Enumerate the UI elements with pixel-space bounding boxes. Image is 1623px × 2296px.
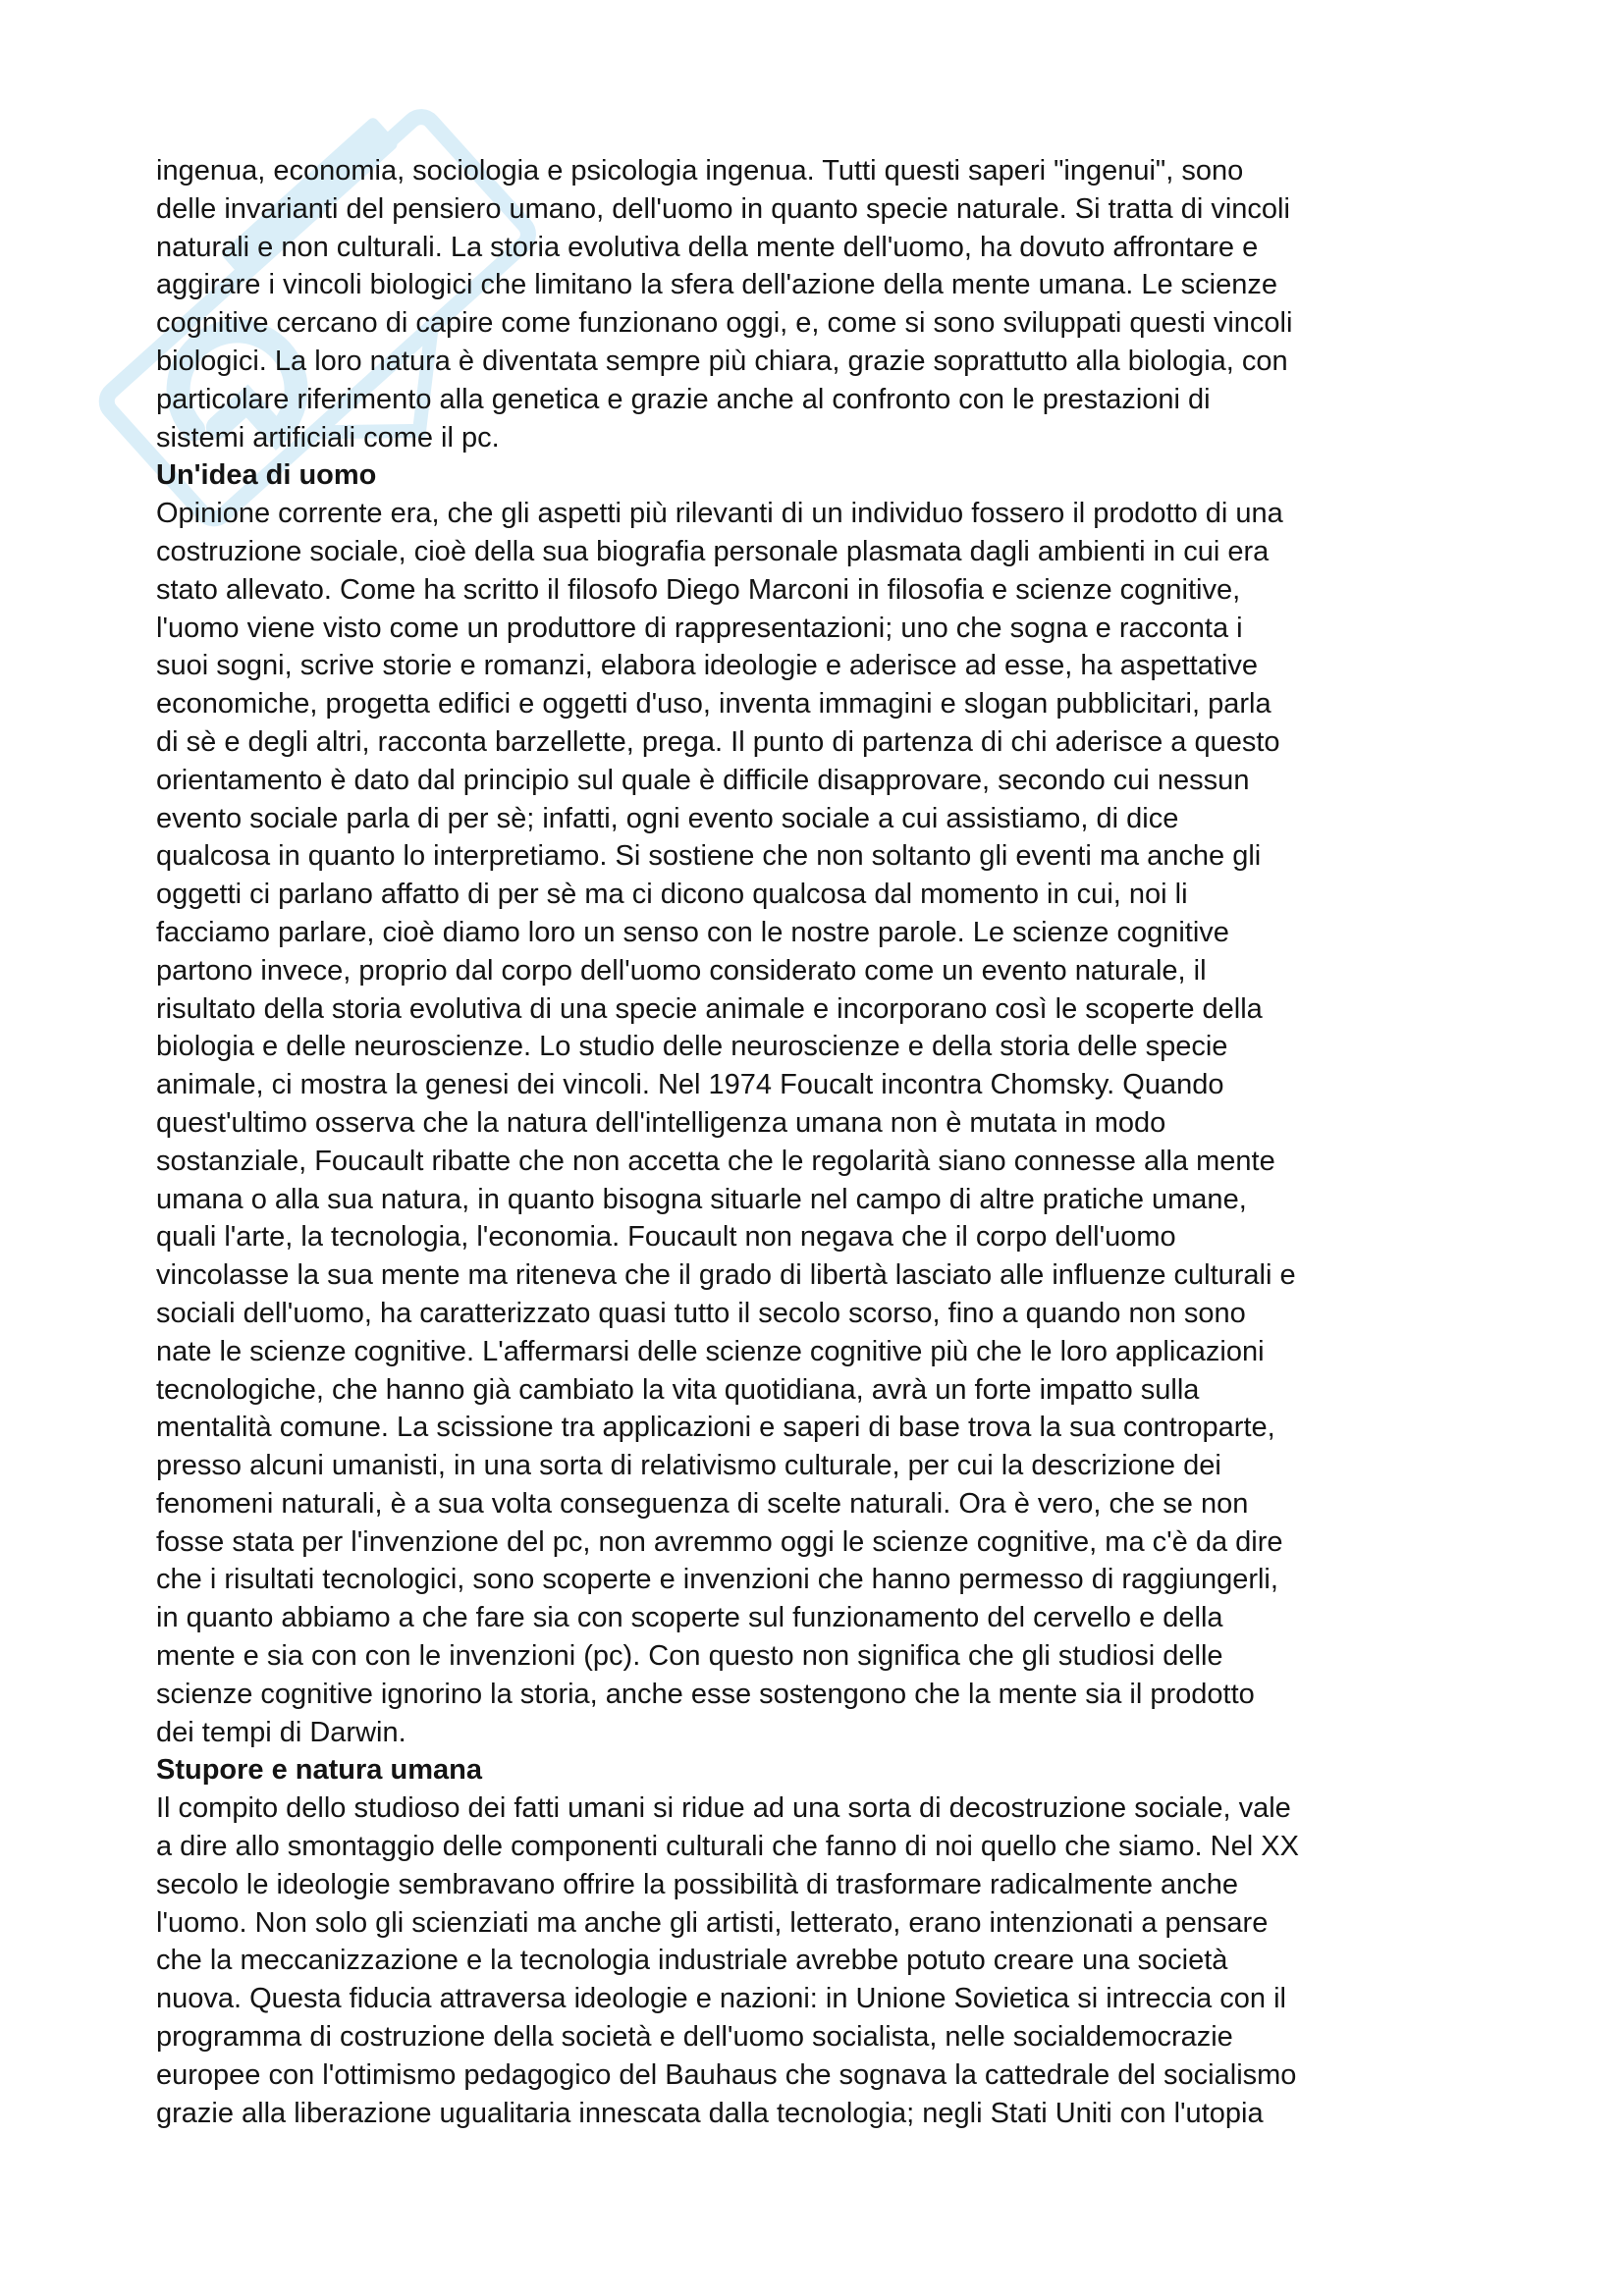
paragraph-line: facciamo parlare, cioè diamo loro un senso con le nostre parole. Le scienze cognitive	[156, 916, 1229, 948]
paragraph-line: secolo le ideologie sembravano offrire la possibilità di trasformare radicalmente anche	[156, 1868, 1239, 1900]
paragraph-line: evento sociale parla di per sè; infatti, ogni evento sociale a cui assistiamo, di dice	[156, 802, 1179, 834]
paragraph-line: a dire allo smontaggio delle componenti culturali che fanno di noi quello che siamo. Nel XX	[156, 1831, 1299, 1863]
paragraph-line: suoi sogni, scrive storie e romanzi, elabora ideologie e aderisce ad esse, ha aspettative	[156, 650, 1258, 682]
paragraph-line: quali l'arte, la tecnologia, l'economia. Foucault non negava che il corpo dell'uomo	[156, 1221, 1176, 1254]
paragraph-line: sociali dell'uomo, ha caratterizzato quasi tutto il secolo scorso, fino a quando non sono	[156, 1297, 1246, 1329]
paragraph-line: particolare riferimento alla genetica e grazie anche al confronto con le prestazioni di	[156, 383, 1211, 415]
paragraph-line: stato allevato. Come ha scritto il filosofo Diego Marconi in filosofia e scienze cognitive,	[156, 573, 1241, 606]
paragraph-line: sistemi artificiali come il pc.	[156, 421, 500, 454]
paragraph-line: dei tempi di Darwin.	[156, 1716, 406, 1748]
paragraph-line: scienze cognitive ignorino la storia, anche esse sostengono che la mente sia il prodotto	[156, 1678, 1255, 1710]
paragraph-line: che la meccanizzazione e la tecnologia industriale avrebbe potuto creare una società	[156, 1945, 1228, 1977]
paragraph-line: sostanziale, Foucault ribatte che non accetta che le regolarità siano connesse alla mente	[156, 1145, 1275, 1177]
paragraph-line: cognitive cercano di capire come funzionano oggi, e, come si sono sviluppati questi vincoli	[156, 307, 1293, 340]
paragraph-line: costruzione sociale, cioè della sua biografia personale plasmata dagli ambienti in cui era	[156, 535, 1270, 567]
document-page	[156, 152, 1491, 2132]
paragraph-line: partono invece, proprio dal corpo dell'uomo considerato come un evento naturale, il	[156, 954, 1207, 987]
paragraph-line: delle invarianti del pensiero umano, dell'uomo in quanto specie naturale. Si tratta di vincoli	[156, 192, 1290, 225]
paragraph-line: fenomeni naturali, è a sua volta conseguenza di scelte naturali. Ora è vero, che se non	[156, 1487, 1249, 1520]
paragraph-line: programma di costruzione della società e dell'uomo socialista, nelle socialdemocrazie	[156, 2021, 1233, 2054]
paragraph-line: risultato della storia evolutiva di una specie animale e incorporano così le scoperte della	[156, 992, 1263, 1025]
section-heading: Stupore e natura umana	[156, 1754, 482, 1787]
paragraph-line: Il compito dello studioso dei fatti umani si ridue ad una sorta di decostruzione sociale, vale	[156, 1792, 1291, 1825]
paragraph-line: di sè e degli altri, racconta barzellette, prega. Il punto di partenza di chi aderisce a questo	[156, 725, 1280, 758]
paragraph-line: tecnologiche, che hanno già cambiato la vita quotidiana, avrà un forte impatto sulla	[156, 1373, 1200, 1406]
paragraph-line: che i risultati tecnologici, sono scoperte e invenzioni che hanno permesso di raggiungerli,	[156, 1564, 1278, 1596]
paragraph-line: qualcosa in quanto lo interpretiamo. Si sostiene che non soltanto gli eventi ma anche gli	[156, 840, 1262, 873]
paragraph-line: oggetti ci parlano affatto di per sè ma ci dicono qualcosa dal momento in cui, noi li	[156, 879, 1188, 911]
section-heading: Un'idea di uomo	[156, 459, 377, 492]
paragraph-line: orientamento è dato dal principio sul quale è difficile disapprovare, secondo cui nessun	[156, 764, 1250, 796]
paragraph-line: animale, ci mostra la genesi dei vincoli. Nel 1974 Foucalt incontra Chomsky. Quando	[156, 1069, 1224, 1101]
paragraph-line: vincolasse la sua mente ma riteneva che il grado di libertà lasciato alle influenze culturali e	[156, 1259, 1296, 1292]
paragraph-line: europee con l'ottimismo pedagogico del Bauhaus che sognava la cattedrale del socialismo	[156, 2058, 1297, 2091]
paragraph-line: nuova. Questa fiducia attraversa ideologie e nazioni: in Unione Sovietica si intreccia con il	[156, 1983, 1286, 2015]
paragraph-line: biologia e delle neuroscienze. Lo studio delle neuroscienze e della storia delle specie	[156, 1031, 1228, 1063]
paragraph-line: ingenua, economia, sociologia e psicologia ingenua. Tutti questi saperi "ingenui", sono	[156, 155, 1244, 187]
paragraph-line: biologici. La loro natura è diventata sempre più chiara, grazie soprattutto alla biologia, con	[156, 345, 1288, 377]
paragraph-line: fosse stata per l'invenzione del pc, non avremmo oggi le scienze cognitive, ma c'è da dire	[156, 1525, 1283, 1558]
paragraph-line: l'uomo viene visto come un produttore di rappresentazioni; uno che sogna e racconta i	[156, 612, 1243, 644]
paragraph-line: umana o alla sua natura, in quanto bisogna situarle nel campo di altre pratiche umane,	[156, 1183, 1247, 1215]
paragraph-line: mente e sia con con le invenzioni (pc). Con questo non significa che gli studiosi delle	[156, 1640, 1223, 1673]
paragraph-line: Opinione corrente era, che gli aspetti più rilevanti di un individuo fossero il prodotto di una	[156, 498, 1283, 530]
paragraph-line: grazie alla liberazione ugualitaria innescata dalla tecnologia; negli Stati Uniti con l'utopia	[156, 2097, 1264, 2129]
paragraph-line: in quanto abbiamo a che fare sia con scoperte sul funzionamento del cervello e della	[156, 1602, 1223, 1634]
paragraph-line: aggirare i vincoli biologici che limitano la sfera dell'azione della mente umana. Le scienze	[156, 269, 1278, 301]
paragraph-line: quest'ultimo osserva che la natura dell'intelligenza umana non è mutata in modo	[156, 1106, 1166, 1139]
paragraph-line: mentalità comune. La scissione tra applicazioni e saperi di base trova la sua controparte,	[156, 1412, 1275, 1444]
paragraph-line: economiche, progetta edifici e oggetti d'uso, inventa immagini e slogan pubblicitari, parla	[156, 688, 1271, 721]
paragraph-line: presso alcuni umanisti, in una sorta di relativismo culturale, per cui la descrizione dei	[156, 1450, 1221, 1482]
paragraph-line: naturali e non culturali. La storia evolutiva della mente dell'uomo, ha dovuto affrontare e	[156, 231, 1259, 263]
paragraph-line: l'uomo. Non solo gli scienziati ma anche gli artisti, letterato, erano intenzionati a pensare	[156, 1906, 1269, 1939]
paragraph-line: nate le scienze cognitive. L'affermarsi delle scienze cognitive più che le loro applicazioni	[156, 1335, 1265, 1367]
